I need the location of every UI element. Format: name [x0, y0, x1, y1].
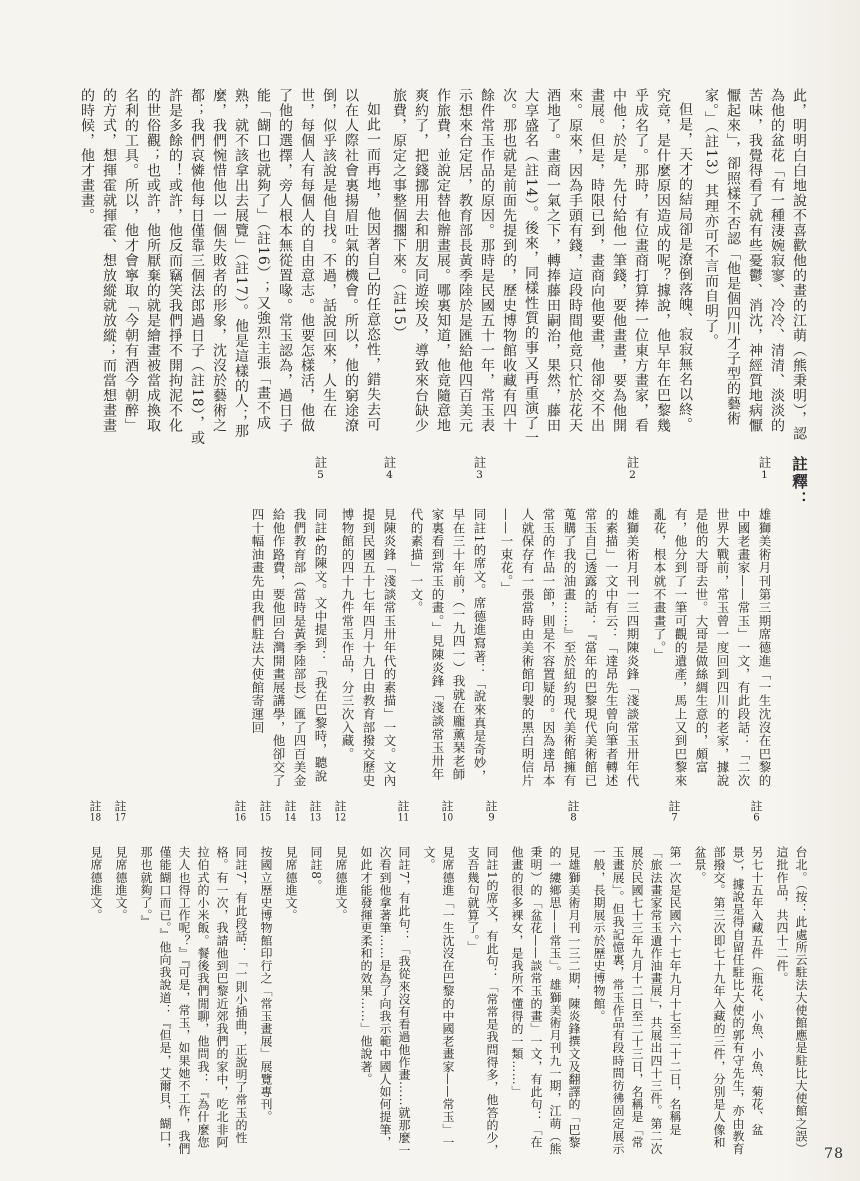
note-label: 註12	[333, 800, 347, 823]
note-text: 同註1的席文。席德進寫著：「說來真是奇妙，早在三十年前，（一九四一）我就在龐薰琹老師家裏看到常玉的畫。」見陳炎鋒「淺談常玉卅年代的素描」一文。	[409, 508, 487, 783]
note-label: 註1	[757, 456, 772, 480]
note-9	[463, 800, 501, 1160]
note-text: 另七十五年入藏五件（瓶花、小魚、小魚、菊花、盆景），據說是得自留任駐比大使的郭有守先生，亦由教育部撥交。第三次即七十九年入藏的三件，分別是人像和盆景。	[693, 846, 764, 1155]
main-paragraph: 但是，天才的結局卻是潦倒落魄、寂寂無名以終。究竟，是什麼原因造成的呢？據說，他早年在巴黎幾乎成名了。那時，有位畫商打算捧一位東方畫家，看中他；於是，先付給他一筆錢，要他畫畫，要為他開畫展。但是，時限已到，畫商向他要畫，他卻交不出來。原來，因為手頭有錢，這段時間他竟只忙於花天酒地了。畫商一氣之下，轉捧藤田嗣治，果然，藤田大享盛名（註14）。後來，同樣性質的事又再重演了一次。那也就是前面先提到的，歷史博物館收藏有四十餘件常玉作品的原因。那時是民國五十一年，常玉表示想來台定居，教育部長黃季陸於是匯給他四百美元作旅費，並說定替他辦畫展。哪裏知道，他竟隨意地爽約了，把錢挪用去和朋友同遊埃及，導致來台缺少旅費，原定之事整個擱下來。（註15）	[391, 88, 693, 446]
note-label: 註13	[308, 800, 322, 823]
note-15	[256, 800, 275, 1160]
note-text: 雄獅美術月刊一三四期陳炎鋒「淺談常玉卅年代的素描」一文中有云：「達昂先生曾向筆者轉述常玉自己透露的話：『當年的巴黎現代美術館已蒐購了我的油畫……』至於紐約現代美術館擁有常玉的作品一節，則是不容置疑的。因為達昂本人就保存有一張當時由美術館印製的黑白明信片——一束花。」	[499, 508, 640, 788]
main-paragraph: 此，明明白白地說不喜歡他的畫的江萌（熊秉明），認為他的盆花「有一種淒婉寂寥、冷冷、清清、淡淡的苦味，我覺得看了就有些憂鬱、消沈，神經質地病懨懨起來」，卻照樣不否認「他是個四川才子型的藝術家。」（註13）其理亦可不言而自明了。	[703, 88, 807, 441]
note-17	[111, 800, 130, 1160]
note-text: 同註4的陳文。文中提到：「我在巴黎時，聽說我們教育部（當時是黃季陸部長）匯了四百美金給他作路費，要他回台灣開畫展講學，他卻交了四十幅油畫先由我們駐法大使館寄運回	[250, 508, 328, 788]
note-7	[589, 800, 684, 1160]
page-number: 78	[824, 1146, 844, 1162]
notes-section-lower	[48, 800, 810, 1160]
note-label: 註6	[749, 800, 763, 823]
note-18	[86, 800, 105, 1160]
note-text: 同註7，有此句：「我從來沒有看過他作畫……就那麼一次看到他拿著筆……是為了向我示範中國人如何提筆，如此才能發揮更柔和的效果……」他說著。	[359, 846, 411, 1157]
main-paragraph: 如此一而再地，他因著自己的任意恣性，錯失去可以在人際社會裏揚眉吐氣的機會。所以，他的窮途潦倒，似乎該說是他自找。不過，話說回來，人生在世，每個人有每個人的自由意志。他要怎樣活，他做了他的選擇，旁人根本無從置喙。常玉認為，過日子能「餬口也就夠了」（註16）；又強烈主張「畫不成熟，就不該拿出去展覽」（註17）。他是這樣的人；那麼，我們惋惜他以一個失敗者的形象，沈沒於藝術之都；我們哀憐他每日僅靠三個法郎過日子（註18），或許是多餘的！或許，他反而竊笑我們掙不開拘泥不化的世俗觀；也或許，他所厭棄的就是繪畫被當成換取名利的工具。所以，他才會寧取「今朝有酒今朝醉」的方式，想揮霍就揮霍、想放縱就放縱；而當想畫畫的時候，他才畫畫。	[79, 88, 381, 446]
note-text: 見席德進文。	[114, 846, 128, 922]
note-label: 註4	[382, 456, 397, 480]
note-text: 第一次是民國六十七年九月十七至二十二日，名稱是「旅法畫家常玉遺作油畫展」，共展出四十三件。第二次展於民國七十三年九月十二日至二十三日，名稱是「常玉畫展」。但我記憶裏，常玉作品有段時間彷彿固定展示一般，長期展示於歷史博物館。	[592, 846, 682, 1155]
note-12	[331, 800, 350, 1160]
notes-section-title: 註釋：	[790, 456, 809, 509]
note-label: 註8	[566, 800, 580, 823]
note-3	[406, 456, 490, 792]
note-4	[337, 456, 400, 792]
note-11	[356, 800, 413, 1160]
note-text: 按國立歷史博物館印行之「常玉畫展」展覽專刊。	[259, 846, 273, 1124]
note-text: 見雄獅美術月刊一三二期，陳炎鋒撰文及翻譯的「巴黎的一縷鄉思——常玉」。雄獅美術月刊九一期，江萌（熊秉明）的「盆花——談常玉的畫」一文，有此句：「在他畫的很多裸女，是我所不懂得的一類……」	[510, 846, 581, 1155]
main-text-section	[48, 88, 810, 446]
note-1	[649, 456, 775, 792]
note-14	[281, 800, 300, 1160]
note-label: 註15	[258, 800, 272, 823]
note-label: 註11	[396, 800, 410, 823]
note-5-continuation	[772, 800, 810, 1160]
note-label: 註2	[625, 456, 640, 480]
note-label: 註5	[313, 456, 328, 480]
note-label: 註16	[233, 800, 247, 823]
note-text: 台北。（按：此處所云駐法大使館應是駐比大使館之誤）這批作品，共四十二件。	[775, 846, 808, 1155]
note-text: 同註8。	[309, 846, 323, 893]
note-text: 見席德進文。	[284, 846, 298, 922]
note-6	[690, 800, 766, 1160]
note-5	[247, 456, 331, 792]
notes-section-upper	[48, 456, 810, 792]
note-text: 見席德進「一生沈沒在巴黎的中國老畫家——常玉」一文。	[422, 846, 455, 1149]
note-text: 同註7，有此段話：「一則小插曲，正說明了常玉的性格。有一次，我請他到巴黎近郊我們的家中，吃北非阿拉伯式的小米飯。餐後我們閒聊，他問我：『為什麼您夫人也得工作呢？』『可是，常玉，如果她不工作，我們僅能餬口而已。』他向我說道：『但是，艾爾貝，餬口，那也就夠了。』	[139, 846, 248, 1155]
note-13	[306, 800, 325, 1160]
note-text: 見陳炎鋒「淺談常玉卅年代的素描」一文。文內提到民國五十七年四月十九日由教育部撥交歷史博物館的四十九件常玉作品，分三次入藏。	[340, 508, 397, 788]
note-text: 同註1的席文，有此句：「常常是我問得多，他答的少，支吾幾句就算了。」	[466, 846, 499, 1157]
note-label: 註9	[484, 800, 498, 823]
note-text: 雄獅美術月刊第三期席德進「一生沈沒在巴黎的中國老畫家——常玉」一文，有此段話：「二次世界大戰前，常玉曾一度回到四川的老家，據說是他的大哥去世。大哥是做絲綢生意的，頗富有，他分到了一筆可觀的遺產，馬上又到巴黎來亂花，根本就不畫畫了。」	[652, 508, 772, 788]
note-label: 註10	[440, 800, 454, 823]
note-label: 註17	[113, 800, 127, 823]
note-16	[136, 800, 250, 1160]
note-label: 註7	[667, 800, 681, 823]
note-label: 註14	[283, 800, 297, 823]
note-10	[419, 800, 457, 1160]
note-2	[496, 456, 643, 792]
note-label: 註18	[88, 800, 102, 823]
note-text: 見席德進文。	[89, 846, 103, 922]
note-label: 註3	[472, 456, 487, 480]
note-text: 見席德進文。	[334, 846, 348, 922]
note-8	[507, 800, 583, 1160]
